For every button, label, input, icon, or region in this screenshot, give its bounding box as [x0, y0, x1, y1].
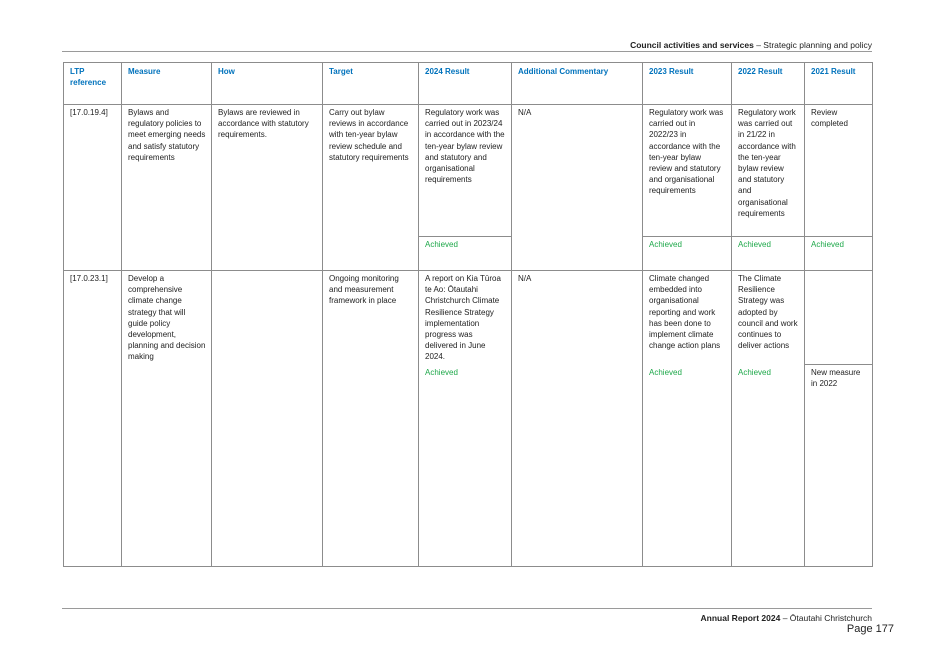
table-header-row — [64, 63, 873, 105]
page-number: Page 177 — [846, 623, 894, 635]
column-header-ltp-reference: LTP reference — [64, 63, 122, 105]
table-row — [64, 105, 873, 237]
cell-2022-result: Regulatory work was carried out in 21/22 in accordance with the ten-year bylaw review and statutory and organisational requirements — [732, 105, 805, 237]
status-2022: Achieved — [732, 237, 805, 271]
cell-2023-result: Climate changed embedded into organisational reporting and work has been done to implement climate change action plans — [643, 271, 732, 365]
status-2023: Achieved — [643, 365, 732, 567]
cell-2024-result: A report on Kia Tūroa te Ao: Ōtautahi Christchurch Climate Resilience Strategy implementation progress was delivered in June 2024. — [419, 271, 512, 365]
status-2021: Achieved — [805, 237, 873, 271]
cell-target: Carry out bylaw reviews in accordance with ten-year bylaw review schedule and statutory requirements — [323, 105, 419, 271]
cell-2024-result: Regulatory work was carried out in 2023/24 in accordance with the ten-year bylaw review and statutory and organisational requirements — [419, 105, 512, 237]
status-2023: Achieved — [643, 237, 732, 271]
cell-measure: Bylaws and regulatory policies to meet emerging needs and satisfy statutory requirements — [122, 105, 212, 271]
footer-report-location: – Ōtautahi Christchurch — [780, 613, 872, 623]
footer-divider — [62, 608, 872, 609]
cell-additional-commentary: N/A — [512, 271, 643, 567]
running-footer — [701, 613, 872, 623]
column-header-2024-result: 2024 Result — [419, 63, 512, 105]
status-2024: Achieved — [419, 237, 512, 271]
table-row — [64, 271, 873, 365]
status-2024: Achieved — [419, 365, 512, 567]
cell-2023-result: Regulatory work was carried out in 2022/23 in accordance with the ten-year bylaw review and statutory and organisational requirements — [643, 105, 732, 237]
cell-ltp-reference: [17.0.19.4] — [64, 105, 122, 271]
cell-how: Bylaws are reviewed in accordance with statutory requirements. — [212, 105, 323, 271]
column-header-target: Target — [323, 63, 419, 105]
cell-how — [212, 271, 323, 567]
header-divider — [62, 51, 872, 52]
cell-2021-result: Review completed — [805, 105, 873, 237]
cell-2022-result: The Climate Resilience Strategy was adopted by council and work continues to deliver actions — [732, 271, 805, 365]
column-header-how: How — [212, 63, 323, 105]
cell-measure: Develop a comprehensive climate change strategy that will guide policy development, planning and decision making — [122, 271, 212, 567]
cell-2021-result — [805, 271, 873, 365]
cell-target: Ongoing monitoring and measurement framework in place — [323, 271, 419, 567]
footer-report-title: Annual Report 2024 — [700, 613, 781, 623]
header-section-title: Council activities and services — [630, 40, 754, 50]
cell-additional-commentary: N/A — [512, 105, 643, 271]
running-header — [630, 40, 872, 50]
cell-ltp-reference: [17.0.23.1] — [64, 271, 122, 567]
status-2022: Achieved — [732, 365, 805, 567]
column-header-additional-commentary: Additional Commentary — [512, 63, 643, 105]
column-header-2021-result: 2021 Result — [805, 63, 873, 105]
column-header-2022-result: 2022 Result — [732, 63, 805, 105]
column-header-2023-result: 2023 Result — [643, 63, 732, 105]
column-header-measure: Measure — [122, 63, 212, 105]
header-section-subtitle: – Strategic planning and policy — [753, 40, 872, 50]
status-2021: New measure in 2022 — [805, 365, 873, 567]
performance-measures-table — [63, 62, 873, 567]
